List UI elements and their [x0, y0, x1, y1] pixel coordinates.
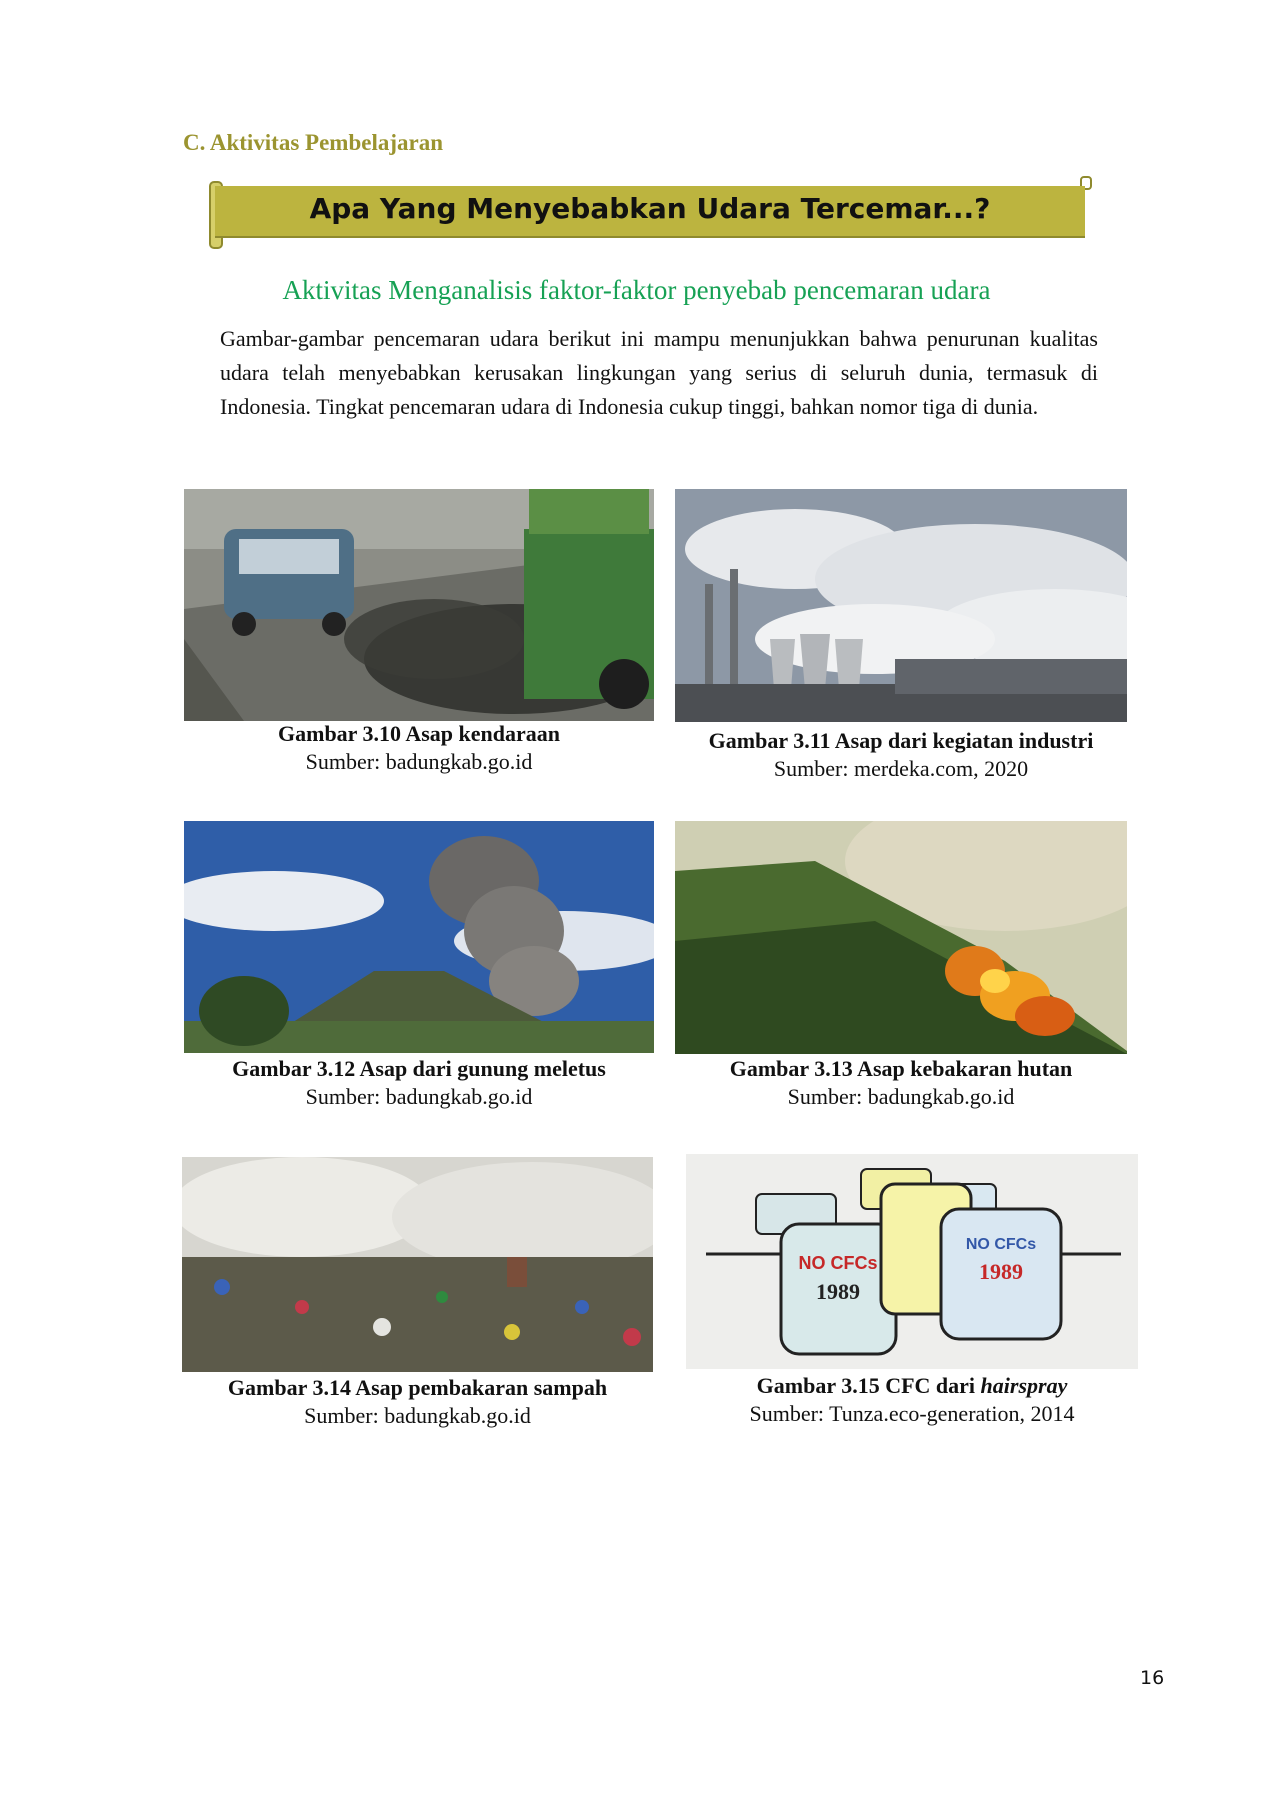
- figure-title: Gambar 3.14 Asap pembakaran sampah: [227, 1375, 608, 1400]
- activity-banner: [215, 186, 1085, 238]
- figure-title-text: Gambar 3.15 CFC dari: [756, 1373, 981, 1398]
- figure-source: Sumber: merdeka.com, 2020: [773, 756, 1029, 781]
- section-heading: C. Aktivitas Pembelajaran: [183, 130, 444, 155]
- figure-title: [670, 1372, 1154, 1400]
- figure-title: Gambar 3.11 Asap dari kegiatan industri: [708, 728, 1094, 753]
- figure-title: Gambar 3.13 Asap kebakaran hutan: [729, 1056, 1073, 1081]
- volcano-eruption-photo: [184, 821, 654, 1053]
- cfc-hairspray-illustration: [686, 1154, 1138, 1369]
- figure-source: Sumber: Tunza.eco-generation, 2014: [749, 1401, 1075, 1426]
- intro-paragraph: Gambar-gambar pencemaran udara berikut ini mampu menunjukkan bahwa penurunan kualitas udara telah menyebabkan kerusakan lingkungan yang serius di seluruh dunia, termasuk di Indonesia. Tingkat pencemaran udara di Indonesia cukup tinggi, bahkan nomor tiga di dunia.: [220, 326, 1098, 419]
- vehicle-exhaust-photo: [184, 489, 654, 721]
- garbage-burning-photo: [182, 1157, 653, 1372]
- activity-title: Aktivitas Menganalisis faktor-faktor penyebab pencemaran udara: [282, 275, 991, 305]
- figure-source: Sumber: badungkab.go.id: [787, 1084, 1015, 1109]
- industrial-smoke-photo: [675, 489, 1127, 722]
- banner-title: Apa Yang Menyebabkan Udara Tercemar...?: [309, 192, 991, 225]
- figure-title: Gambar 3.10 Asap kendaraan: [278, 721, 560, 746]
- figure-source: Sumber: badungkab.go.id: [305, 749, 533, 774]
- figure-source: Sumber: badungkab.go.id: [305, 1084, 533, 1109]
- figure-3-15-caption: [670, 1372, 1154, 1428]
- figure-3-11-caption: [660, 727, 1142, 783]
- can-label-d: 1989: [979, 1259, 1023, 1284]
- figure-3-12-caption: [184, 1055, 654, 1111]
- forest-fire-photo: [675, 821, 1127, 1054]
- figure-title: Gambar 3.12 Asap dari gunung meletus: [232, 1056, 606, 1081]
- can-label-b: 1989: [816, 1279, 860, 1304]
- page-number: 16: [1140, 1667, 1165, 1689]
- figure-source: Sumber: badungkab.go.id: [304, 1403, 531, 1428]
- can-label-a: NO CFCs: [798, 1253, 878, 1273]
- figure-3-10-caption: [184, 720, 654, 776]
- can-label-c: NO CFCs: [965, 1236, 1037, 1253]
- figure-3-13-caption: [675, 1055, 1127, 1111]
- figure-3-14-caption: [182, 1374, 653, 1430]
- figure-title-italic: hairspray: [980, 1373, 1068, 1398]
